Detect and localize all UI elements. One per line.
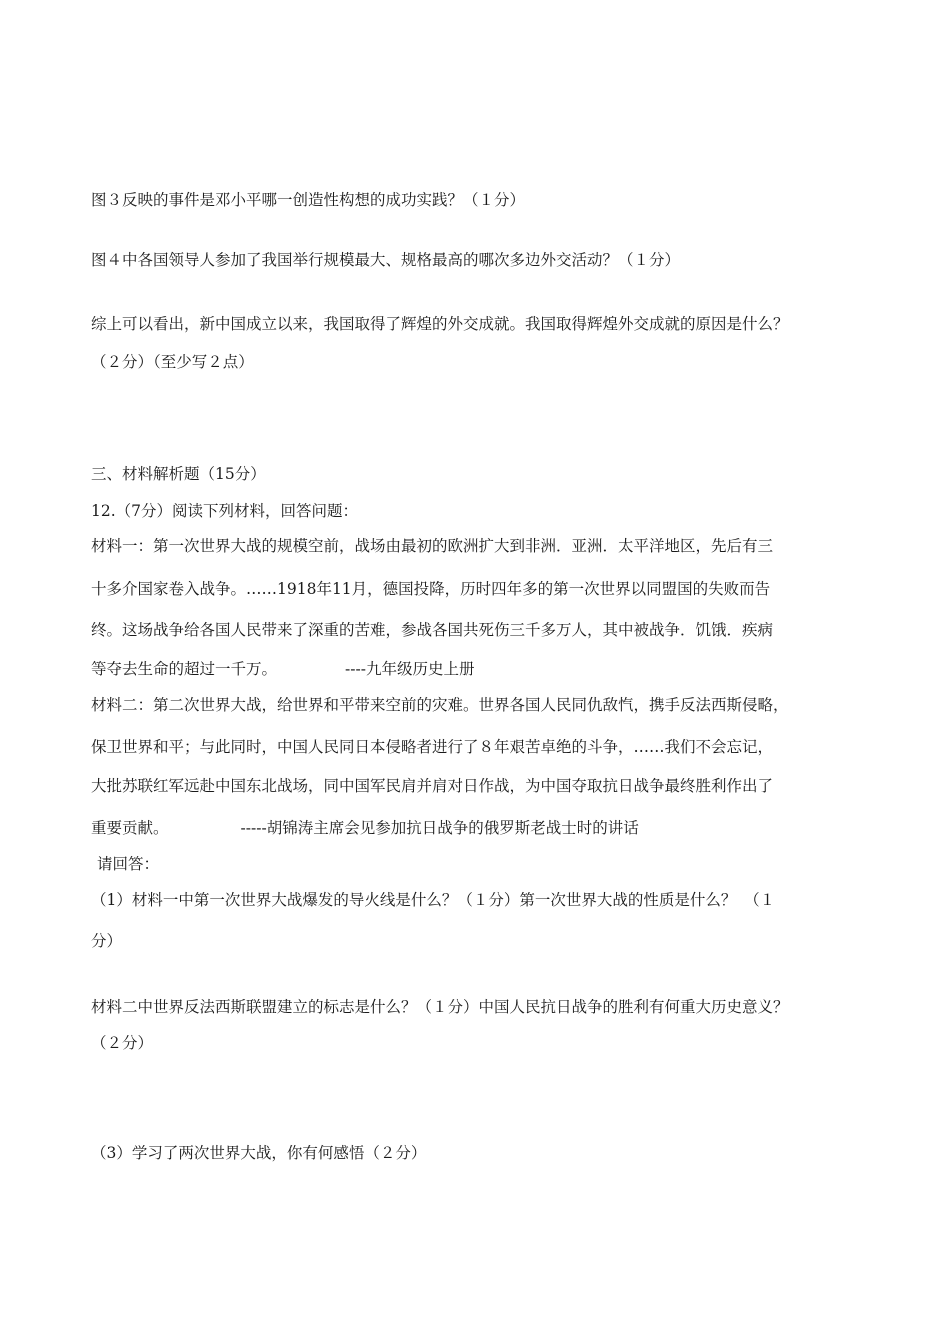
question-q4: 图４中各国领导人参加了我国举行规模最大、规格最高的哪次多边外交活动？（１分） xyxy=(91,251,681,269)
subquestion-1-line1: （1）材料一中第一次世界大战爆发的导火线是什么？（１分）第一次世界大战的性质是什么？ （１ xyxy=(91,891,776,909)
material2-line1: 材料二：第二次世界大战，给世界和平带来空前的灾难。世界各国人民同仇敌忾，携手反法西斯侵略， xyxy=(91,696,789,714)
subquestion-1-line2: 分） xyxy=(91,932,123,950)
subquestion-3: （3）学习了两次世界大战，你有何感悟（２分） xyxy=(91,1144,427,1162)
section-heading: 三、材料解析题（15分） xyxy=(91,465,266,483)
material2-line3: 大批苏联红军远赴中国东北战场，同中国军民肩并肩对日作战，为中国夺取抗日战争最终胜利作出了 xyxy=(91,777,774,795)
question-q5-line2: （２分）（至少写２点） xyxy=(91,353,254,371)
answer-prompt: 请回答： xyxy=(97,855,160,873)
subquestion-2-line2: （２分） xyxy=(91,1034,154,1052)
material2-text: 重要贡献。 xyxy=(91,819,169,837)
material2-source: -----胡锦涛主席会见参加抗日战争的俄罗斯老战士时的讲话 xyxy=(240,819,639,837)
question-q3: 图３反映的事件是邓小平哪一创造性构想的成功实践？（１分） xyxy=(91,191,526,209)
material1-line2: 十多介国家卷入战争。……1918年11月，德国投降，历时四年多的第一次世界以同盟国的失败而告 xyxy=(91,580,771,598)
material1-source: ----九年级历史上册 xyxy=(345,660,475,678)
material2-line2: 保卫世界和平；与此同时，中国人民同日本侵略者进行了８年艰苦卓绝的斗争，……我们不会忘记， xyxy=(91,738,774,756)
subquestion-2-line1: 材料二中世界反法西斯联盟建立的标志是什么？（１分）中国人民抗日战争的胜利有何重大历史意义？ xyxy=(91,998,789,1016)
material1-line1: 材料一：第一次世界大战的规模空前，战场由最初的欧洲扩大到非洲．亚洲．太平洋地区，先后有三 xyxy=(91,537,774,555)
material1-line4 xyxy=(91,659,474,679)
question-12-intro: 12.（7分）阅读下列材料，回答问题： xyxy=(91,502,359,520)
material1-text: 等夺去生命的超过一千万。 xyxy=(91,660,278,678)
material2-line4 xyxy=(91,818,639,838)
material1-line3: 终。这场战争给各国人民带来了深重的苦难，参战各国共死伤三千多万人，其中被战争．饥饿．疾病 xyxy=(91,621,774,639)
question-q5-line1: 综上可以看出，新中国成立以来，我国取得了辉煌的外交成就。我国取得辉煌外交成就的原因是什么？ xyxy=(91,315,789,333)
